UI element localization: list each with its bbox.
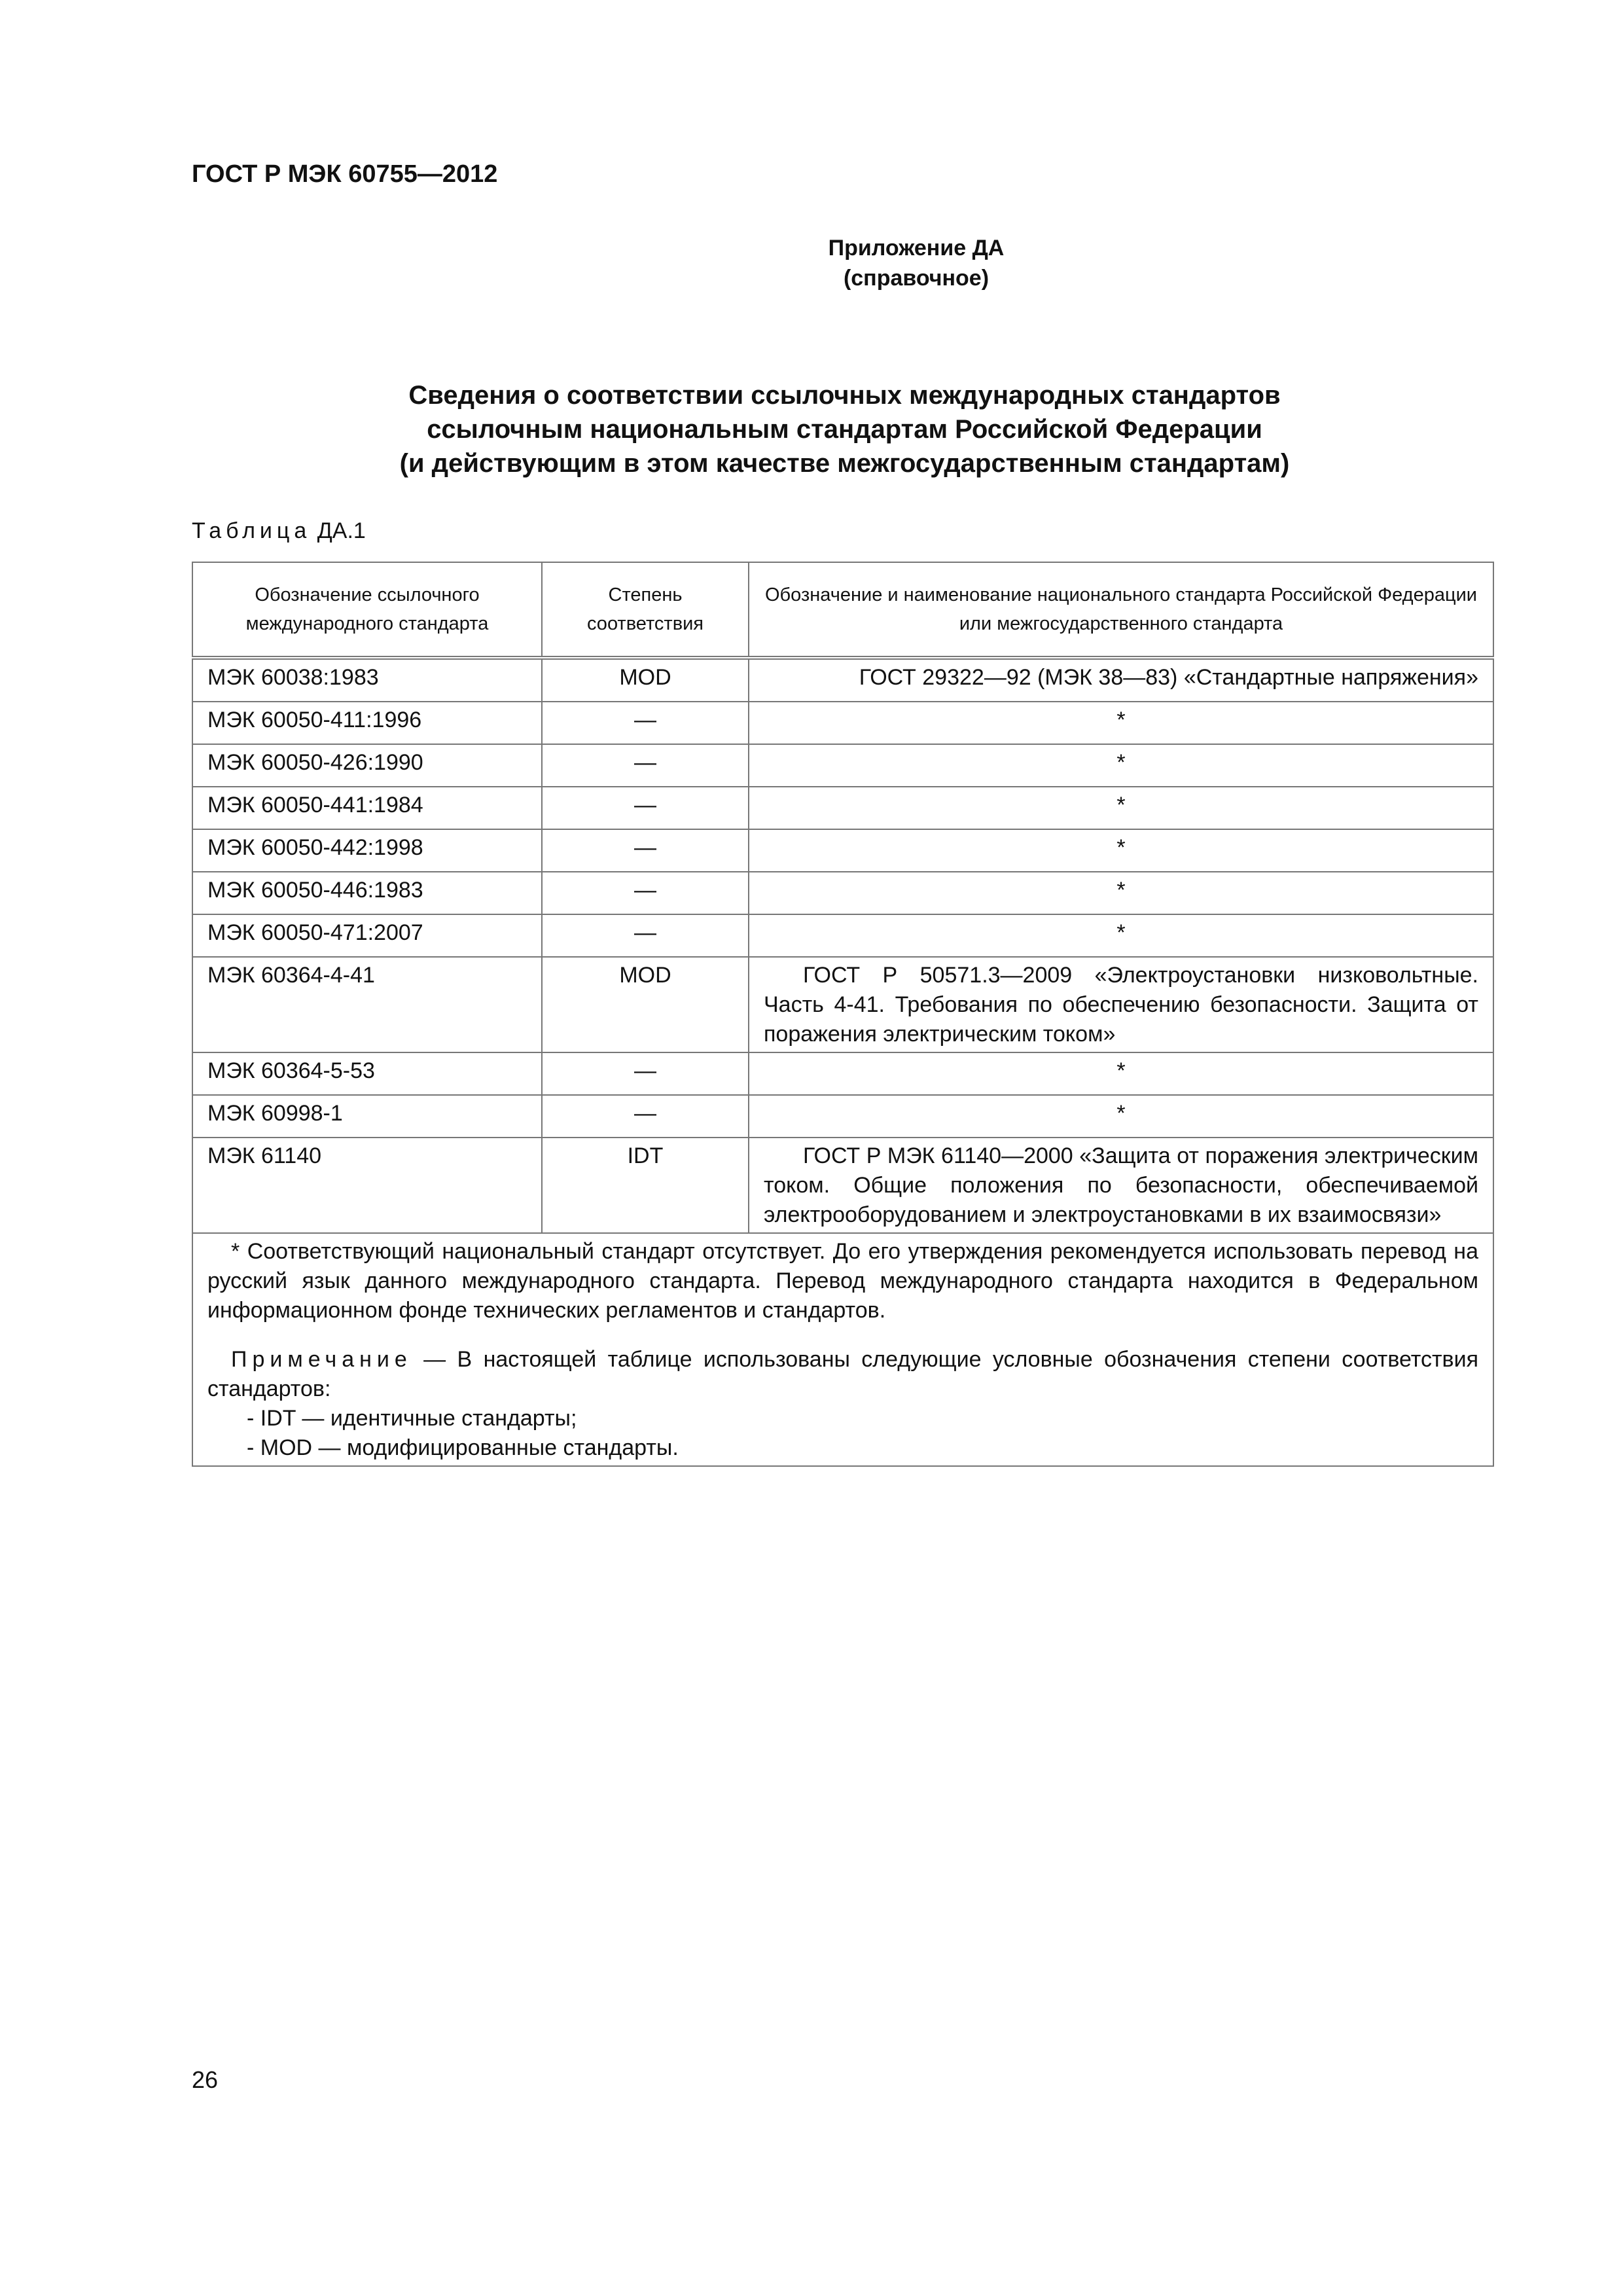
header-degree: Степень соответствия [542, 562, 749, 658]
document-id-header: ГОСТ Р МЭК 60755—2012 [192, 160, 498, 188]
table-row [192, 787, 1493, 829]
cell-intl: МЭК 60050-441:1984 [192, 787, 542, 829]
table-footer [192, 1233, 1493, 1466]
note-text: — В настоящей таблице использованы следующие условные обозначения степени соответствия стандартов: [207, 1347, 1479, 1401]
header-national-standard: Обозначение и наименование национального стандарта Российской Федерации или межгосударственного стандарта [749, 562, 1493, 658]
cell-intl: МЭК 60050-442:1998 [192, 829, 542, 872]
cell-national: * [749, 1095, 1493, 1138]
table-header-row [192, 562, 1493, 658]
cell-degree: — [542, 702, 749, 744]
cell-degree: — [542, 1052, 749, 1095]
cell-national: * [749, 1052, 1493, 1095]
footnote-text: * Соответствующий национальный стандарт отсутствует. До его утверждения рекомендуется использовать перевод на русский язык данного международного стандарта. Перевод международного стандарта находится в Федеральном информационном фонде технических регламентов и стандартов. [207, 1239, 1478, 1323]
cell-degree: — [542, 829, 749, 872]
cell-national: * [749, 872, 1493, 914]
cell-intl: МЭК 60050-411:1996 [192, 702, 542, 744]
table-footer-row [192, 1233, 1493, 1466]
table-row [192, 1052, 1493, 1095]
note-paragraph [207, 1345, 1478, 1404]
page-number: 26 [192, 2066, 219, 2093]
cell-degree: — [542, 1095, 749, 1138]
table-caption-word: Таблица [192, 518, 312, 543]
cell-degree: — [542, 914, 749, 957]
table-row [192, 957, 1493, 1052]
title-line-3: (и действующим в этом качестве межгосударственным стандартам) [399, 449, 1290, 478]
cell-national: ГОСТ Р МЭК 61140—2000 «Защита от поражения электрическим током. Общие положения по безопасности, обеспечиваемой электрооборудованием и электроустановками в их взаимосвязи» [749, 1138, 1493, 1233]
title-line-2: ссылочным национальным стандартам Российской Федерации [427, 415, 1262, 444]
cell-degree: — [542, 872, 749, 914]
cell-intl: МЭК 60050-426:1990 [192, 744, 542, 787]
cell-national: * [749, 702, 1493, 744]
cell-national: * [749, 914, 1493, 957]
cell-intl: МЭК 60998-1 [192, 1095, 542, 1138]
table-row [192, 1095, 1493, 1138]
appendix-kind: (справочное) [843, 266, 990, 291]
title-line-1: Сведения о соответствии ссылочных международных стандартов [408, 381, 1281, 410]
cell-national: * [749, 744, 1493, 787]
cell-intl: МЭК 61140 [192, 1138, 542, 1233]
conformity-table [192, 562, 1494, 1467]
table-row [192, 702, 1493, 744]
header-intl-standard: Обозначение ссылочного международного стандарта [192, 562, 542, 658]
table-row [192, 744, 1493, 787]
note-item-mod: - MOD — модифицированные стандарты. [247, 1435, 679, 1460]
table-caption [192, 518, 366, 544]
table-caption-number: ДА.1 [317, 518, 366, 543]
appendix-label: Приложение ДА [828, 236, 1005, 260]
appendix-heading [654, 233, 1178, 293]
table-row [192, 829, 1493, 872]
cell-degree: — [542, 787, 749, 829]
cell-degree: IDT [542, 1138, 749, 1233]
cell-intl: МЭК 60050-446:1983 [192, 872, 542, 914]
table-row [192, 1138, 1493, 1233]
note-word: Примечание [231, 1347, 412, 1372]
table-row [192, 658, 1493, 702]
cell-intl: МЭК 60364-4-41 [192, 957, 542, 1052]
cell-intl: МЭК 60364-5-53 [192, 1052, 542, 1095]
table-row [192, 914, 1493, 957]
appendix-title [192, 378, 1497, 480]
table-row [192, 872, 1493, 914]
cell-national: * [749, 829, 1493, 872]
cell-intl: МЭК 60038:1983 [192, 658, 542, 702]
note-item-idt: - IDT — идентичные стандарты; [247, 1406, 577, 1431]
cell-national: * [749, 787, 1493, 829]
cell-national: ГОСТ Р 50571.3—2009 «Электроустановки низковольтные. Часть 4-41. Требования по обеспечению безопасности. Защита от поражения электрическим током» [749, 957, 1493, 1052]
cell-degree: MOD [542, 658, 749, 702]
cell-intl: МЭК 60050-471:2007 [192, 914, 542, 957]
cell-national: ГОСТ 29322—92 (МЭК 38—83) «Стандартные напряжения» [749, 658, 1493, 702]
cell-degree: MOD [542, 957, 749, 1052]
cell-degree: — [542, 744, 749, 787]
